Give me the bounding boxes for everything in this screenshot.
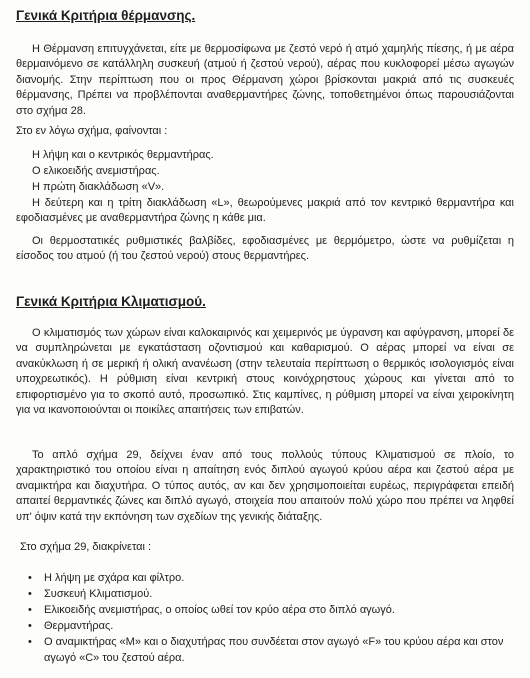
- paragraph-air-conditioning: Ο κλιματισμός των χώρων είναι καλοκαιρινός και χειμερινός με ύγρανση και αφύγρανση, μπορεί δε να συμπληρώνεται με εγκατάσταση οζοντισμού και καθαρισμού. Ο αέρας μπορεί να είναι σε ανακύκλωση ή σε μερική ή ολική ανανέωση (στην τελευταία περίπτωση ο θερμικός ισολογισμός είναι υποχρεωτικός). Η ρύθμιση είναι κεντρική στους κοινόχρηστους χώρους και γίνεται από το επιφορτισμένο για το σκοπό αυτό, προσωπικό. Στις καμπίνες, η ρύθμιση μπορεί να είναι χειροκίνητη για να ικανοποιούνται οι ποικίλες απαιτήσεις των επιβατών.: [16, 327, 514, 417]
- figure29-list: [28, 570, 530, 666]
- bullet-icon: •: [28, 588, 32, 600]
- figure28-item-1: Η λήψη και ο κεντρικός θερμαντήρας.: [32, 149, 214, 161]
- heading-air-conditioning-criteria: Γενικά Κριτήρια Κλιματισμού.: [16, 294, 206, 309]
- bullet-icon: •: [28, 636, 32, 648]
- paragraph-heating-intro: Η Θέρμανση επιτυγχάνεται, είτε με θερμοσίφωνα με ζεστό νερό ή ατμό χαμηλής πίεσης, ή με αέρα θερμαινόμενο σε κατάλληλη συσκευή (ατμού ή ζεστού νερού), αέρας που κυκλοφορεί μέσω αγωγών διανομής. Στην περίπτωση που οι προς Θέρμανση χώροι βρίσκονται μακριά από τις συσκευές θέρμανσης, Πρέπει να προβλέπονται αναθερμαντήρες ζώνης, τοποθετημένοι όπως παρουσιάζονται στο σχήμα 28.: [16, 43, 514, 117]
- figure29-intro: Στο σχήμα 29, διακρίνεται :: [20, 541, 152, 553]
- figure28-intro: Στο εν λόγω σχήμα, φαίνονται :: [16, 125, 168, 137]
- heading-heating-criteria: Γενικά Κριτήρια θέρμανσης.: [16, 8, 196, 23]
- list-item: • Συσκευή Κλιματισμού.: [28, 588, 153, 600]
- bullet-icon: •: [28, 604, 32, 616]
- list-item: • Ο αναμικτήρας «Μ» και ο διαχυτήρας που συνδέεται στον αγωγό «F» του κρύου αέρα και στον αγωγό «C» του ζεστού αέρα.: [28, 636, 504, 664]
- list-item: • Η λήψη με σχάρα και φίλτρο.: [28, 572, 185, 584]
- list-item: • Ελικοειδής ανεμιστήρας, ο οποίος ωθεί τον κρύο αέρα στο διπλό αγωγό.: [28, 604, 395, 616]
- paragraph-figure29: Το απλό σχήμα 29, δείχνει έναν από τους πολλούς τύπους Κλιματισμού σε πλοίο, το χαρακτηριστικό του οποίου είναι η απαίτηση ενός διπλού αγωγού κρύου αέρα και ζεστού αέρα με αναμικτήρα και διαχυτήρα. Ο τύπος αυτός, αν και δεν χρησιμοποιείται ευρέως, περιγράφεται επειδή απαιτεί θερμαντικές ζώνες και διπλό αγωγό, στοιχεία που απαιτούν πολύ χώρο που πρέπει να ληφθεί υπ' όψιν κατά την εκπόνηση των σχεδίων της γενικής διάταξης.: [16, 449, 514, 523]
- paragraph-thermostatic-valves: Οι θερμοστατικές ρυθμιστικές βαλβίδες, εφοδιασμένες με θερμόμετρο, ώστε να ρυθμίζεται η είσοδος του ατμού (ή του ζεστού νερού) στους θερμαντήρες.: [16, 235, 514, 263]
- bullet-icon: •: [28, 620, 32, 632]
- figure28-item-2: Ο ελικοειδής ανεμιστήρας.: [32, 165, 160, 177]
- bullet-icon: •: [28, 572, 32, 584]
- list-item: • Θερμαντήρας.: [28, 620, 114, 632]
- figure28-item-3: Η πρώτη διακλάδωση «V».: [32, 181, 165, 193]
- paragraph-second-branch: Η δεύτερη και η τρίτη διακλάδωση «L», θεωρούμενες μακριά από τον κεντρικό θερμαντήρα και εφοδιασμένες με αναθερμαντήρα ζώνης η κάθε μια.: [16, 197, 514, 225]
